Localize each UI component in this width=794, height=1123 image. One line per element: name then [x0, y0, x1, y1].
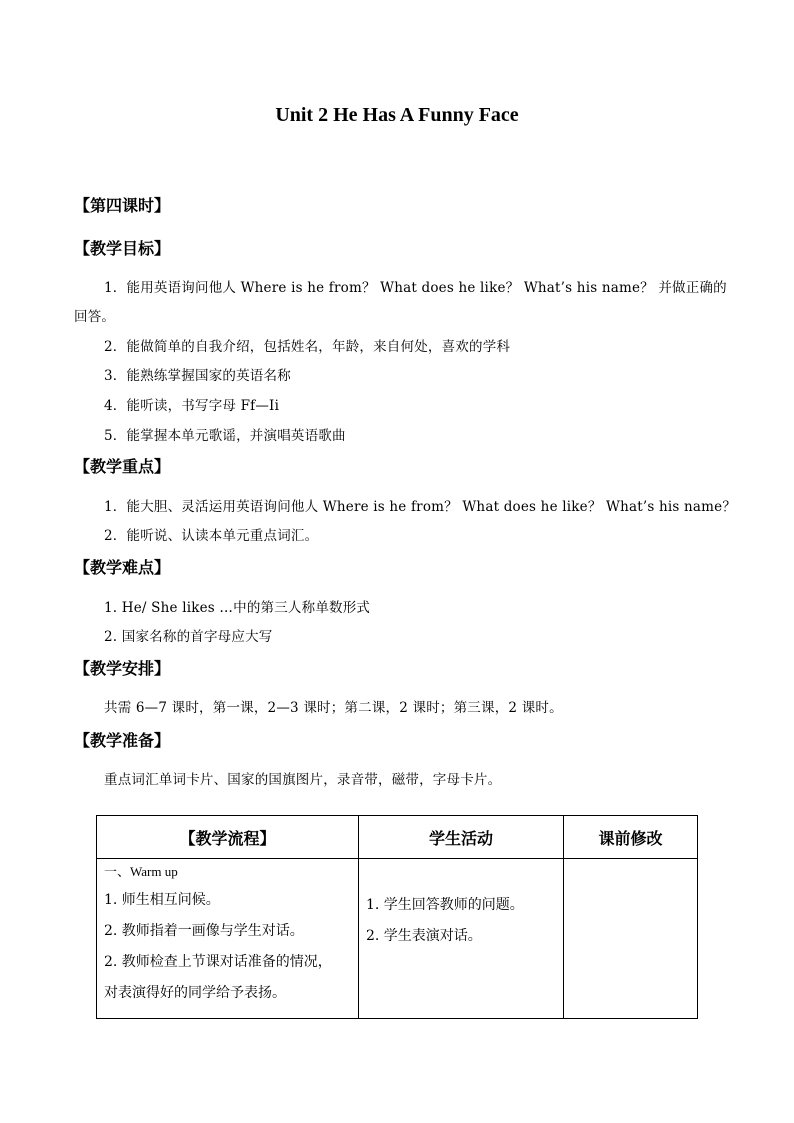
- arrangement-heading: 【教学安排】: [74, 659, 171, 678]
- objective-item: 1．能用英语询问他人 Where is he from？ What does he like？ What’s his name？ 并做正确的: [104, 280, 727, 296]
- arrangement-text: 共需 6—7 课时，第一课，2—3 课时；第二课，2 课时；第三课，2 课时。: [104, 700, 563, 716]
- difficulties-heading: 【教学难点】: [74, 558, 171, 577]
- flow-step: 对表演得好的同学给予表扬。: [104, 985, 286, 1001]
- header-pre-class-revision: 课前修改: [564, 816, 698, 859]
- flow-step: 1. 师生相互问候。: [104, 892, 220, 908]
- flow-step: 2. 教师检查上节课对话准备的情况，: [104, 954, 332, 970]
- lesson-heading: 【第四课时】: [74, 196, 171, 215]
- objective-item: 3．能熟练掌握国家的英语名称: [104, 368, 291, 384]
- flow-step: 一、Warm up: [104, 864, 178, 879]
- table-header-row: [97, 816, 698, 859]
- teaching-flow-cell: [97, 859, 359, 1019]
- teaching-flow-table: [96, 815, 698, 1019]
- objective-item: 2．能做简单的自我介绍，包括姓名，年龄，来自何处，喜欢的学科: [104, 339, 511, 355]
- difficulty-item: 1. He/ She likes …中的第三人称单数形式: [104, 600, 371, 616]
- pre-class-revision-cell: [564, 859, 698, 1019]
- student-activity-cell: [359, 859, 564, 1019]
- objectives-heading: 【教学目标】: [74, 239, 171, 258]
- flow-step: 2. 教师指着一画像与学生对话。: [104, 923, 304, 939]
- key-points-heading: 【教学重点】: [74, 457, 171, 476]
- table-row: [97, 859, 698, 1019]
- objective-item: 回答。: [74, 309, 116, 325]
- key-point-item: 1．能大胆、灵活运用英语询问他人 Where is he from？ What does he like？ What’s his name？: [104, 499, 737, 515]
- activity-item: 2. 学生表演对话。: [366, 928, 482, 944]
- preparation-text: 重点词汇单词卡片、国家的国旗图片，录音带，磁带，字母卡片。: [104, 772, 502, 788]
- header-teaching-flow: 【教学流程】: [97, 816, 359, 859]
- key-point-item: 2．能听说、认读本单元重点词汇。: [104, 528, 319, 544]
- activity-item: 1. 学生回答教师的问题。: [366, 897, 524, 913]
- document-title: Unit 2 He Has A Funny Face: [275, 104, 519, 126]
- objective-item: 4．能听读，书写字母 Ff—Ii: [104, 398, 280, 414]
- difficulty-item: 2. 国家名称的首字母应大写: [104, 629, 273, 645]
- preparation-heading: 【教学准备】: [74, 731, 171, 750]
- header-student-activity: 学生活动: [359, 816, 564, 859]
- objective-item: 5．能掌握本单元歌谣，并演唱英语歌曲: [104, 428, 346, 444]
